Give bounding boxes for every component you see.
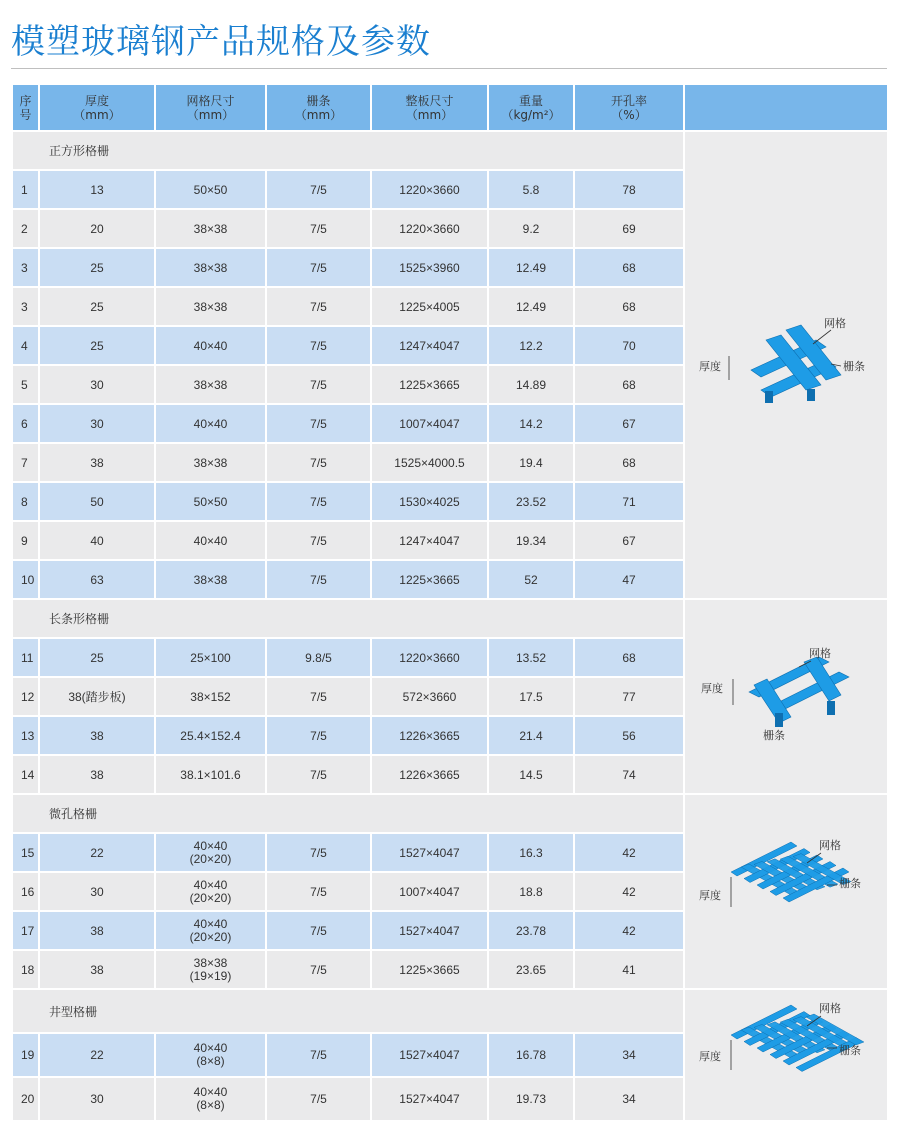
cell-thickness: 40: [39, 521, 155, 560]
cell-bar: 7/5: [266, 209, 371, 248]
cell-panel: 1527×4047: [371, 833, 488, 872]
cell-mesh-main: 40×40: [193, 877, 228, 892]
cell-thickness: 20: [39, 209, 155, 248]
cell-no: 11: [12, 638, 39, 677]
col-header-no: 序 号: [12, 84, 39, 131]
cell-panel: 1527×4047: [371, 1033, 488, 1077]
cell-weight: 17.5: [488, 677, 574, 716]
cell-mesh-sub: (20×20): [189, 929, 232, 944]
cell-mesh: [155, 1033, 266, 1077]
cell-panel: 1226×3665: [371, 755, 488, 794]
svg-text:厚度: 厚度: [701, 681, 723, 695]
svg-text:厚度: 厚度: [699, 888, 721, 902]
svg-text:网格: 网格: [819, 838, 841, 852]
cell-thickness: 38: [39, 716, 155, 755]
cell-mesh: [155, 911, 266, 950]
cell-bar: 7/5: [266, 1033, 371, 1077]
cell-bar: 7/5: [266, 170, 371, 209]
cell-weight: 19.4: [488, 443, 574, 482]
cell-open-rate: 41: [574, 950, 684, 989]
cell-weight: 23.65: [488, 950, 574, 989]
cell-open-rate: 78: [574, 170, 684, 209]
cell-bar: 7/5: [266, 365, 371, 404]
cell-mesh-sub: (8×8): [196, 1098, 225, 1112]
cell-open-rate: 42: [574, 872, 684, 911]
cell-panel: 1220×3660: [371, 638, 488, 677]
cell-bar: 7/5: [266, 521, 371, 560]
cell-mesh: [155, 872, 266, 911]
cell-weight: 14.89: [488, 365, 574, 404]
cell-no: 13: [12, 716, 39, 755]
cell-mesh-sub: (20×20): [189, 890, 232, 905]
col-header-weight: 重量 （kg/m²）: [488, 84, 574, 131]
svg-text:厚度: 厚度: [699, 1050, 721, 1063]
cell-no: 8: [12, 482, 39, 521]
square-grating-diagram: [684, 131, 888, 599]
cell-thickness: 25: [39, 248, 155, 287]
cell-open-rate: 67: [574, 521, 684, 560]
cell-panel: 1220×3660: [371, 209, 488, 248]
section-title: 微孔格栅: [12, 794, 684, 833]
well-grating-diagram: [684, 989, 888, 1121]
cell-thickness: 30: [39, 872, 155, 911]
cell-panel: 1220×3660: [371, 170, 488, 209]
cell-panel: 1527×4047: [371, 1077, 488, 1121]
cell-weight: 13.52: [488, 638, 574, 677]
cell-thickness: 25: [39, 638, 155, 677]
cell-bar: 7/5: [266, 1077, 371, 1121]
cell-mesh-main: 40×40: [193, 1085, 228, 1099]
cell-open-rate: 34: [574, 1077, 684, 1121]
cell-bar: 7/5: [266, 755, 371, 794]
cell-thickness: 30: [39, 404, 155, 443]
svg-text:栅条: 栅条: [763, 728, 785, 742]
cell-panel: 1225×3665: [371, 365, 488, 404]
cell-weight: 14.5: [488, 755, 574, 794]
cell-panel: 1530×4025: [371, 482, 488, 521]
cell-thickness: 25: [39, 287, 155, 326]
cell-bar: 7/5: [266, 872, 371, 911]
cell-mesh-main: 40×40: [193, 916, 228, 931]
col-header-open-rate: 开孔率 （%）: [574, 84, 684, 131]
cell-panel: 1525×3960: [371, 248, 488, 287]
cell-open-rate: 56: [574, 716, 684, 755]
col-header-bar: 栅条 （mm）: [266, 84, 371, 131]
svg-text:栅条: 栅条: [839, 876, 861, 890]
cell-no: 1: [12, 170, 39, 209]
cell-weight: 21.4: [488, 716, 574, 755]
cell-weight: 12.49: [488, 287, 574, 326]
cell-weight: 16.78: [488, 1033, 574, 1077]
cell-mesh-main: 40×40: [193, 838, 228, 853]
cell-no: 6: [12, 404, 39, 443]
cell-bar: 7/5: [266, 950, 371, 989]
cell-open-rate: 69: [574, 209, 684, 248]
cell-no: 16: [12, 872, 39, 911]
cell-thickness: 38: [39, 443, 155, 482]
micro-mesh-grating-diagram: [684, 794, 888, 989]
cell-weight: 16.3: [488, 833, 574, 872]
cell-bar: 7/5: [266, 287, 371, 326]
cell-mesh: 40×40: [155, 326, 266, 365]
cell-mesh: [155, 1077, 266, 1121]
svg-text:栅条: 栅条: [839, 1044, 861, 1057]
section-row: [12, 989, 888, 1033]
cell-bar: 7/5: [266, 560, 371, 599]
cell-weight: 5.8: [488, 170, 574, 209]
cell-open-rate: 71: [574, 482, 684, 521]
svg-text:网格: 网格: [824, 317, 846, 330]
section-row: [12, 794, 888, 833]
page-title: 模塑玻璃钢产品规格及参数: [11, 22, 431, 62]
cell-mesh: 38×38: [155, 248, 266, 287]
cell-open-rate: 42: [574, 833, 684, 872]
cell-panel: 1226×3665: [371, 716, 488, 755]
cell-thickness: 13: [39, 170, 155, 209]
cell-open-rate: 77: [574, 677, 684, 716]
cell-panel: 1527×4047: [371, 911, 488, 950]
cell-open-rate: 47: [574, 560, 684, 599]
cell-mesh: 38×38: [155, 443, 266, 482]
cell-panel: 1247×4047: [371, 521, 488, 560]
cell-weight: 52: [488, 560, 574, 599]
cell-mesh-sub: (19×19): [189, 968, 232, 983]
section-row: [12, 131, 888, 170]
title-divider: [11, 68, 887, 69]
cell-bar: 7/5: [266, 911, 371, 950]
cell-thickness: 38(踏步板): [39, 677, 155, 716]
cell-open-rate: 34: [574, 1033, 684, 1077]
cell-mesh-sub: (20×20): [189, 851, 232, 866]
cell-no: 2: [12, 209, 39, 248]
cell-mesh: 50×50: [155, 170, 266, 209]
cell-thickness: 22: [39, 1033, 155, 1077]
cell-no: 12: [12, 677, 39, 716]
cell-no: 5: [12, 365, 39, 404]
cell-no: 15: [12, 833, 39, 872]
cell-thickness: 38: [39, 950, 155, 989]
cell-weight: 18.8: [488, 872, 574, 911]
cell-no: 20: [12, 1077, 39, 1121]
cell-weight: 19.34: [488, 521, 574, 560]
cell-weight: 12.2: [488, 326, 574, 365]
cell-mesh-main: 38×38: [193, 955, 228, 970]
cell-no: 17: [12, 911, 39, 950]
cell-bar: 7/5: [266, 833, 371, 872]
cell-bar: 7/5: [266, 677, 371, 716]
svg-text:网格: 网格: [819, 1002, 841, 1015]
cell-mesh: 40×40: [155, 521, 266, 560]
cell-panel: 1007×4047: [371, 404, 488, 443]
cell-weight: 23.52: [488, 482, 574, 521]
cell-open-rate: 70: [574, 326, 684, 365]
cell-thickness: 50: [39, 482, 155, 521]
svg-text:厚度: 厚度: [699, 360, 721, 373]
cell-mesh: 38×38: [155, 560, 266, 599]
cell-mesh: 38×38: [155, 287, 266, 326]
section-title: 正方形格栅: [12, 131, 684, 170]
cell-bar: 7/5: [266, 482, 371, 521]
header-row: [12, 84, 888, 131]
cell-mesh-sub: (8×8): [196, 1054, 225, 1068]
cell-mesh: 38.1×101.6: [155, 755, 266, 794]
svg-text:栅条: 栅条: [843, 360, 865, 373]
cell-open-rate: 67: [574, 404, 684, 443]
section-title: 长条形格栅: [12, 599, 684, 638]
cell-bar: 7/5: [266, 248, 371, 287]
cell-thickness: 25: [39, 326, 155, 365]
cell-weight: 19.73: [488, 1077, 574, 1121]
cell-panel: 572×3660: [371, 677, 488, 716]
cell-weight: 12.49: [488, 248, 574, 287]
cell-open-rate: 68: [574, 365, 684, 404]
cell-bar: 7/5: [266, 443, 371, 482]
cell-bar: 9.8/5: [266, 638, 371, 677]
cell-bar: 7/5: [266, 716, 371, 755]
cell-mesh: 25×100: [155, 638, 266, 677]
cell-thickness: 38: [39, 911, 155, 950]
cell-thickness: 22: [39, 833, 155, 872]
cell-panel: 1525×4000.5: [371, 443, 488, 482]
cell-no: 7: [12, 443, 39, 482]
cell-mesh: 50×50: [155, 482, 266, 521]
cell-no: 3: [12, 287, 39, 326]
cell-no: 19: [12, 1033, 39, 1077]
cell-panel: 1247×4047: [371, 326, 488, 365]
spec-table: [11, 83, 889, 1122]
cell-no: 9: [12, 521, 39, 560]
cell-bar: 7/5: [266, 326, 371, 365]
cell-weight: 9.2: [488, 209, 574, 248]
cell-thickness: 30: [39, 1077, 155, 1121]
cell-panel: 1225×3665: [371, 560, 488, 599]
cell-weight: 23.78: [488, 911, 574, 950]
col-header-thickness: 厚度 （mm）: [39, 84, 155, 131]
cell-mesh: 38×38: [155, 209, 266, 248]
cell-mesh: 40×40: [155, 404, 266, 443]
cell-no: 10: [12, 560, 39, 599]
svg-text:网格: 网格: [809, 646, 831, 660]
cell-thickness: 30: [39, 365, 155, 404]
cell-mesh-main: 40×40: [193, 1041, 228, 1055]
cell-thickness: 38: [39, 755, 155, 794]
cell-panel: 1007×4047: [371, 872, 488, 911]
cell-mesh: [155, 833, 266, 872]
cell-no: 18: [12, 950, 39, 989]
cell-panel: 1225×3665: [371, 950, 488, 989]
cell-open-rate: 68: [574, 287, 684, 326]
cell-mesh: 38×38: [155, 365, 266, 404]
cell-open-rate: 74: [574, 755, 684, 794]
col-header-mesh: 网格尺寸 （mm）: [155, 84, 266, 131]
cell-bar: 7/5: [266, 404, 371, 443]
col-header-image: [684, 84, 888, 131]
cell-open-rate: 68: [574, 248, 684, 287]
cell-thickness: 63: [39, 560, 155, 599]
cell-panel: 1225×4005: [371, 287, 488, 326]
cell-mesh: [155, 950, 266, 989]
cell-weight: 14.2: [488, 404, 574, 443]
cell-open-rate: 68: [574, 638, 684, 677]
cell-open-rate: 68: [574, 443, 684, 482]
section-title: 井型格栅: [12, 989, 684, 1033]
section-row: [12, 599, 888, 638]
cell-no: 14: [12, 755, 39, 794]
long-bar-grating-diagram: [684, 599, 888, 794]
cell-mesh: 38×152: [155, 677, 266, 716]
cell-open-rate: 42: [574, 911, 684, 950]
cell-no: 4: [12, 326, 39, 365]
col-header-panel: 整板尺寸 （mm）: [371, 84, 488, 131]
cell-mesh: 25.4×152.4: [155, 716, 266, 755]
cell-no: 3: [12, 248, 39, 287]
